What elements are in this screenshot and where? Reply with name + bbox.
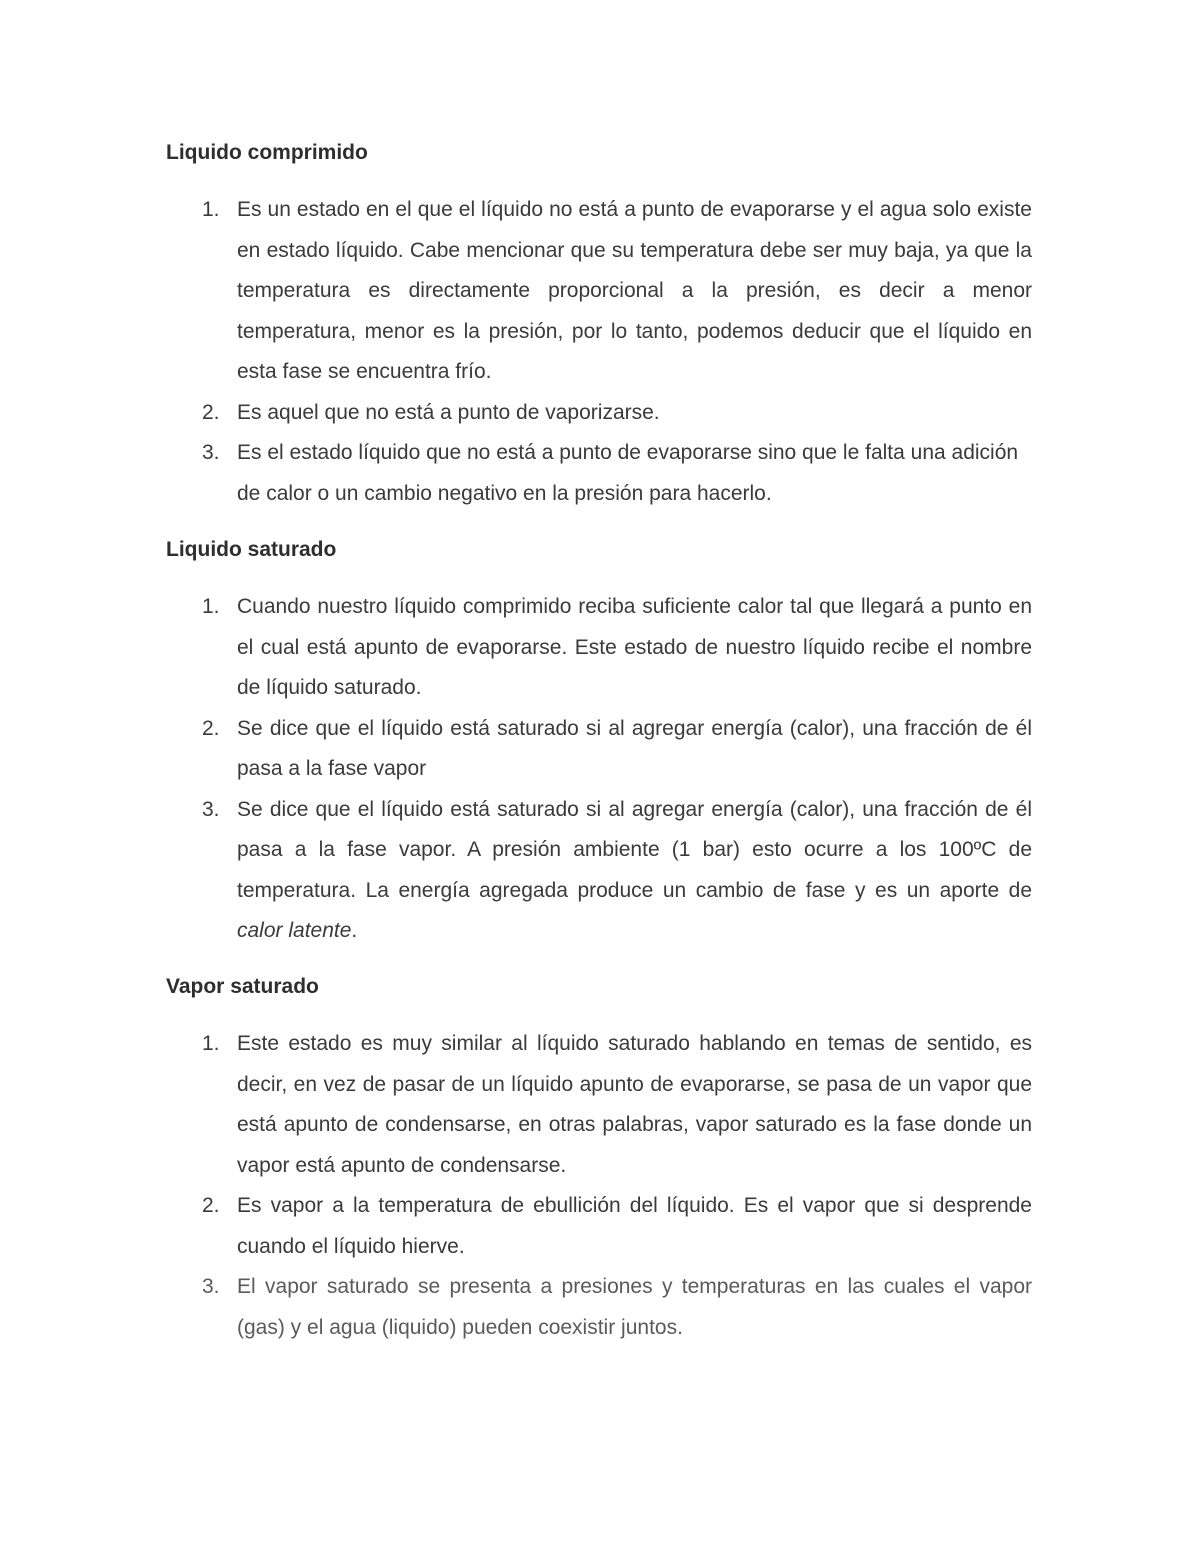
list-item bbox=[166, 1267, 1032, 1348]
list-number: 1. bbox=[202, 1032, 220, 1055]
section-liquido-saturado bbox=[166, 537, 1032, 942]
list-item bbox=[166, 587, 1032, 709]
text-segment: . bbox=[351, 919, 358, 942]
list-item bbox=[166, 393, 1032, 434]
list-item-text bbox=[237, 790, 1032, 952]
list-item bbox=[166, 433, 1032, 514]
list-item-text: Este estado es muy similar al líquido saturado hablando en temas de sentido, es decir, en vez de pasar de un líquido apunto de evaporarse, se pasa de un vapor que está apunto de condensarse, en otras palabras, vapor saturado es la fase donde un vapor está apunto de condensarse. bbox=[237, 1032, 1032, 1177]
list-item-text: El vapor saturado se presenta a presiones y temperaturas en las cuales el vapor (gas) y el agua (liquido) pueden coexistir juntos. bbox=[237, 1275, 1032, 1339]
section-heading: Liquido comprimido bbox=[166, 141, 368, 164]
list-item-text: Se dice que el líquido está saturado si al agregar energía (calor), una fracción de él pasa a la fase vapor bbox=[237, 716, 1032, 780]
text-segment: Se dice que el líquido está saturado si al agregar energía (calor), una fracción de él pasa a la fase vapor. A presión ambiente (1 bar) esto ocurre a los 100ºC de temperatura. La energía agregada produce un cambio de fase y es un aporte de bbox=[237, 797, 1032, 902]
numbered-list bbox=[166, 1024, 1032, 1348]
list-item bbox=[166, 1024, 1032, 1186]
list-number: 2. bbox=[202, 716, 220, 740]
list-number: 2. bbox=[202, 1194, 220, 1217]
list-number: 3. bbox=[202, 1275, 220, 1298]
section-heading: Liquido saturado bbox=[166, 538, 337, 561]
list-number: 2. bbox=[202, 400, 220, 424]
list-number: 1. bbox=[202, 595, 220, 618]
list-item bbox=[166, 1186, 1032, 1267]
list-number: 3. bbox=[202, 797, 220, 821]
list-item-text: Cuando nuestro líquido comprimido reciba suficiente calor tal que llegará a punto en el cual está apunto de evaporarse. Este estado de nuestro líquido recibe el nombre de líquido saturado. bbox=[237, 595, 1032, 699]
section-liquido-comprimido bbox=[166, 140, 1032, 505]
list-item bbox=[166, 190, 1032, 393]
list-item-text: Es vapor a la temperatura de ebullición del líquido. Es el vapor que si desprende cuando el líquido hierve. bbox=[237, 1194, 1032, 1258]
section-vapor-saturado bbox=[166, 974, 1032, 1339]
section-heading: Vapor saturado bbox=[166, 975, 319, 998]
list-number: 1. bbox=[202, 198, 220, 221]
list-item bbox=[166, 790, 1032, 952]
list-item-text: Es aquel que no está a punto de vaporizarse. bbox=[237, 400, 660, 424]
list-item bbox=[166, 709, 1032, 790]
list-number: 3. bbox=[202, 441, 220, 464]
numbered-list bbox=[166, 587, 1032, 952]
list-item-text: Es el estado líquido que no está a punto de evaporarse sino que le falta una adición de calor o un cambio negativo en la presión para hacerlo. bbox=[237, 441, 1019, 505]
numbered-list bbox=[166, 190, 1032, 514]
italic-term: calor latente bbox=[237, 919, 352, 942]
list-item-text: Es un estado en el que el líquido no está a punto de evaporarse y el agua solo existe en estado líquido. Cabe mencionar que su temperatura debe ser muy baja, ya que la temperatura es directamente proporcional a la presión, es decir a menor temperatura, menor es la presión, por lo tanto, podemos deducir que el líquido en esta fase se encuentra frío. bbox=[237, 198, 1032, 383]
